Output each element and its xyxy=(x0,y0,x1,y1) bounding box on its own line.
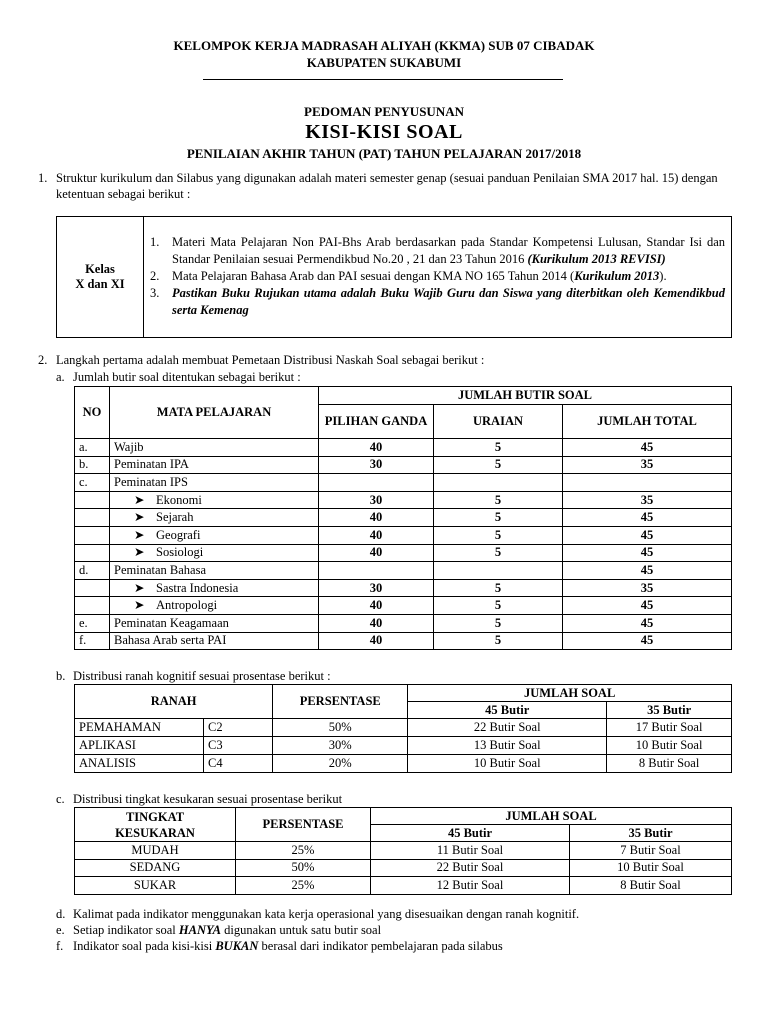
pg-cell xyxy=(319,562,434,580)
mapel-cell: ➤ Geografi xyxy=(110,526,319,544)
section2c-label: c. xyxy=(56,792,65,806)
section2 xyxy=(38,352,738,368)
col-35: 35 Butir xyxy=(607,702,732,719)
section2b-text: Distribusi ranah kognitif sesuai prosentase berikut : xyxy=(73,669,331,683)
total-cell: 45 xyxy=(563,597,732,615)
table-row xyxy=(75,877,732,895)
table-ranah xyxy=(74,684,732,773)
no-cell: f. xyxy=(75,632,110,650)
pg-cell xyxy=(319,474,434,492)
uraian-cell: 5 xyxy=(434,439,563,457)
mapel-cell: Peminatan Keagamaan xyxy=(110,614,319,632)
uraian-cell: 5 xyxy=(434,526,563,544)
section1-text: Struktur kurikulum dan Silabus yang digunakan adalah materi semester genap (sesuai panduan Penilaian SMA 2017 hal. 15) dengan ketentuan sebagai berikut : xyxy=(56,171,718,201)
col-45: 45 Butir xyxy=(408,702,607,719)
curriculum-item-3: 3. Pastikan Buku Rujukan utama adalah Buku Wajib Guru dan Siswa yang diterbitkan oleh Kemendikbud serta Kemenag xyxy=(150,285,725,317)
kelas-cell xyxy=(57,217,144,338)
total-cell: 45 xyxy=(563,439,732,457)
col-no: NO xyxy=(75,387,110,439)
col-persen: PERSENTASE xyxy=(273,685,408,719)
total-cell: 45 xyxy=(563,544,732,562)
total-cell: 45 xyxy=(563,632,732,650)
kode-cell: C2 xyxy=(204,719,273,737)
table-row xyxy=(75,491,732,509)
pg-cell: 30 xyxy=(319,491,434,509)
col-45-c: 45 Butir xyxy=(371,825,570,842)
col-ranah: RANAH xyxy=(75,685,273,719)
uraian-cell: 5 xyxy=(434,509,563,527)
table-row xyxy=(75,439,732,457)
pg-cell: 40 xyxy=(319,439,434,457)
no-cell xyxy=(75,491,110,509)
table-row xyxy=(75,544,732,562)
mapel-cell: ➤ Ekonomi xyxy=(110,491,319,509)
kode-cell: C4 xyxy=(204,755,273,773)
ranah-cell: PEMAHAMAN xyxy=(75,719,204,737)
section2d-label: d. xyxy=(56,907,66,921)
no-cell: e. xyxy=(75,614,110,632)
table-row xyxy=(75,526,732,544)
pg-cell: 40 xyxy=(319,526,434,544)
kelas-line2: X dan XI xyxy=(75,277,125,291)
section2d xyxy=(56,906,756,922)
table-ranah-body xyxy=(75,719,732,773)
table-row xyxy=(75,474,732,492)
total-cell: 45 xyxy=(563,562,732,580)
section2a-text: Jumlah butir soal ditentukan sebagai berikut : xyxy=(73,370,301,384)
total-cell: 35 xyxy=(563,456,732,474)
section2a xyxy=(56,369,736,385)
b45-cell: 10 Butir Soal xyxy=(408,755,607,773)
col-mapel: MATA PELAJARAN xyxy=(110,387,319,439)
curriculum-items xyxy=(144,217,732,338)
title-line1: PEDOMAN PENYUSUNAN xyxy=(304,104,464,119)
no-cell xyxy=(75,509,110,527)
mapel-cell: ➤ Sosiologi xyxy=(110,544,319,562)
table-jumlah-butir xyxy=(74,386,732,650)
mapel-cell: Peminatan Bahasa xyxy=(110,562,319,580)
mapel-cell: Peminatan IPS xyxy=(110,474,319,492)
b35-cell: 8 Butir Soal xyxy=(607,755,732,773)
b45-cell: 11 Butir Soal xyxy=(371,842,570,860)
section2a-label: a. xyxy=(56,370,65,384)
mapel-cell: ➤ Antropologi xyxy=(110,597,319,615)
table-kesukaran xyxy=(74,807,732,895)
table-row xyxy=(75,509,732,527)
total-cell: 45 xyxy=(563,509,732,527)
col-uraian: URAIAN xyxy=(434,405,563,439)
ranah-cell: APLIKASI xyxy=(75,737,204,755)
section2e-label: e. xyxy=(56,923,65,937)
table-kesukaran-body xyxy=(75,842,732,895)
uraian-cell: 5 xyxy=(434,579,563,597)
table-jumlah-body xyxy=(75,439,732,650)
uraian-cell: 5 xyxy=(434,544,563,562)
table-row xyxy=(75,755,732,773)
persen-cell: 25% xyxy=(236,877,371,895)
table-row xyxy=(75,632,732,650)
no-cell: c. xyxy=(75,474,110,492)
pg-cell: 40 xyxy=(319,614,434,632)
no-cell: a. xyxy=(75,439,110,457)
no-cell: d. xyxy=(75,562,110,580)
section2d-text: Kalimat pada indikator menggunakan kata kerja operasional yang disesuaikan dengan ranah kognitif. xyxy=(73,907,580,921)
b45-cell: 22 Butir Soal xyxy=(371,859,570,877)
kelas-line1: Kelas xyxy=(85,262,115,276)
table-row xyxy=(75,614,732,632)
no-cell: b. xyxy=(75,456,110,474)
b45-cell: 12 Butir Soal xyxy=(371,877,570,895)
b45-cell: 13 Butir Soal xyxy=(408,737,607,755)
total-cell: 45 xyxy=(563,614,732,632)
header-region: KABUPATEN SUKABUMI xyxy=(306,55,462,70)
no-cell xyxy=(75,544,110,562)
table-row xyxy=(75,737,732,755)
mapel-cell: Bahasa Arab serta PAI xyxy=(110,632,319,650)
title-line3: PENILAIAN AKHIR TAHUN (PAT) TAHUN PELAJARAN 2017/2018 xyxy=(186,146,582,161)
persen-cell: 50% xyxy=(236,859,371,877)
b35-cell: 10 Butir Soal xyxy=(607,737,732,755)
uraian-cell: 5 xyxy=(434,614,563,632)
arrow-bullet-icon: ➤ xyxy=(134,598,145,613)
col-pg: PILIHAN GANDA xyxy=(319,405,434,439)
section1-num: 1. xyxy=(38,171,48,185)
persen-cell: 30% xyxy=(273,737,408,755)
persen-cell: 50% xyxy=(273,719,408,737)
b35-cell: 10 Butir Soal xyxy=(570,859,732,877)
ranah-cell: ANALISIS xyxy=(75,755,204,773)
header-divider xyxy=(203,79,563,80)
no-cell xyxy=(75,597,110,615)
mapel-cell: ➤ Sejarah xyxy=(110,509,319,527)
uraian-cell: 5 xyxy=(434,491,563,509)
uraian-cell: 5 xyxy=(434,597,563,615)
uraian-cell xyxy=(434,474,563,492)
section2c-text: Distribusi tingkat kesukaran sesuai prosentase berikut xyxy=(73,792,343,806)
section2b xyxy=(56,668,736,684)
section2b-label: b. xyxy=(56,669,66,683)
col-persen-c: PERSENTASE xyxy=(236,808,371,842)
arrow-bullet-icon: ➤ xyxy=(134,492,145,507)
pg-cell: 40 xyxy=(319,544,434,562)
b35-cell: 8 Butir Soal xyxy=(570,877,732,895)
col-jumlah: JUMLAH BUTIR SOAL xyxy=(319,387,732,405)
section1 xyxy=(38,170,738,202)
total-cell: 35 xyxy=(563,579,732,597)
tingkat-cell: SEDANG xyxy=(75,859,236,877)
total-cell: 45 xyxy=(563,526,732,544)
col-tingkat: TINGKAT KESUKARAN xyxy=(75,808,236,842)
mapel-cell: Wajib xyxy=(110,439,319,457)
col-jumlah-soal: JUMLAH SOAL xyxy=(408,685,732,702)
arrow-bullet-icon: ➤ xyxy=(134,545,145,560)
kode-cell: C3 xyxy=(204,737,273,755)
pg-cell: 40 xyxy=(319,632,434,650)
arrow-bullet-icon: ➤ xyxy=(134,580,145,595)
col-jumlah-soal-c: JUMLAH SOAL xyxy=(371,808,732,825)
page-title: KISI-KISI SOAL xyxy=(305,121,463,143)
table-row xyxy=(75,719,732,737)
section2f: f. Indikator soal pada kisi-kisi BUKAN berasal dari indikator pembelajaran pada silabus xyxy=(56,939,503,953)
section2c xyxy=(56,791,736,807)
section2-num: 2. xyxy=(38,353,48,367)
mapel-cell: ➤ Sastra Indonesia xyxy=(110,579,319,597)
curriculum-item-2: 2. Mata Pelajaran Bahasa Arab dan PAI sesuai dengan KMA NO 165 Tahun 2014 (Kurikulum 2013). xyxy=(150,268,667,283)
uraian-cell xyxy=(434,562,563,580)
section2e: e. Setiap indikator soal HANYA digunakan untuk satu butir soal xyxy=(56,923,382,937)
col-total: JUMLAH TOTAL xyxy=(563,405,732,439)
table-row xyxy=(75,597,732,615)
pg-cell: 40 xyxy=(319,597,434,615)
b45-cell: 22 Butir Soal xyxy=(408,719,607,737)
uraian-cell: 5 xyxy=(434,456,563,474)
persen-cell: 20% xyxy=(273,755,408,773)
uraian-cell: 5 xyxy=(434,632,563,650)
curriculum-table xyxy=(56,216,732,338)
curriculum-item-1: 1. Materi Mata Pelajaran Non PAI-Bhs Arab berdasarkan pada Standar Kompetensi Lulusan, Standar Isi dan Standar Penilaian sesuai Permendikbud No.20 , 21 dan 23 Tahun 2016 (Kurikulum 2013 REVISI) xyxy=(150,234,725,266)
table-row xyxy=(75,859,732,877)
persen-cell: 25% xyxy=(236,842,371,860)
col-35-c: 35 Butir xyxy=(570,825,732,842)
mapel-cell: Peminatan IPA xyxy=(110,456,319,474)
section2-text: Langkah pertama adalah membuat Pemetaan Distribusi Naskah Soal sebagai berikut : xyxy=(56,353,485,367)
tingkat-cell: MUDAH xyxy=(75,842,236,860)
pg-cell: 30 xyxy=(319,579,434,597)
section2f-label: f. xyxy=(56,939,64,953)
arrow-bullet-icon: ➤ xyxy=(134,527,145,542)
arrow-bullet-icon: ➤ xyxy=(134,510,145,525)
tingkat-cell: SUKAR xyxy=(75,877,236,895)
total-cell: 35 xyxy=(563,491,732,509)
b35-cell: 7 Butir Soal xyxy=(570,842,732,860)
no-cell xyxy=(75,526,110,544)
pg-cell: 40 xyxy=(319,509,434,527)
table-row xyxy=(75,562,732,580)
no-cell xyxy=(75,579,110,597)
b35-cell: 17 Butir Soal xyxy=(607,719,732,737)
header-org: KELOMPOK KERJA MADRASAH ALIYAH (KKMA) SUB 07 CIBADAK xyxy=(173,38,595,53)
table-row xyxy=(75,579,732,597)
table-row xyxy=(75,456,732,474)
pg-cell: 30 xyxy=(319,456,434,474)
total-cell xyxy=(563,474,732,492)
table-row xyxy=(75,842,732,860)
